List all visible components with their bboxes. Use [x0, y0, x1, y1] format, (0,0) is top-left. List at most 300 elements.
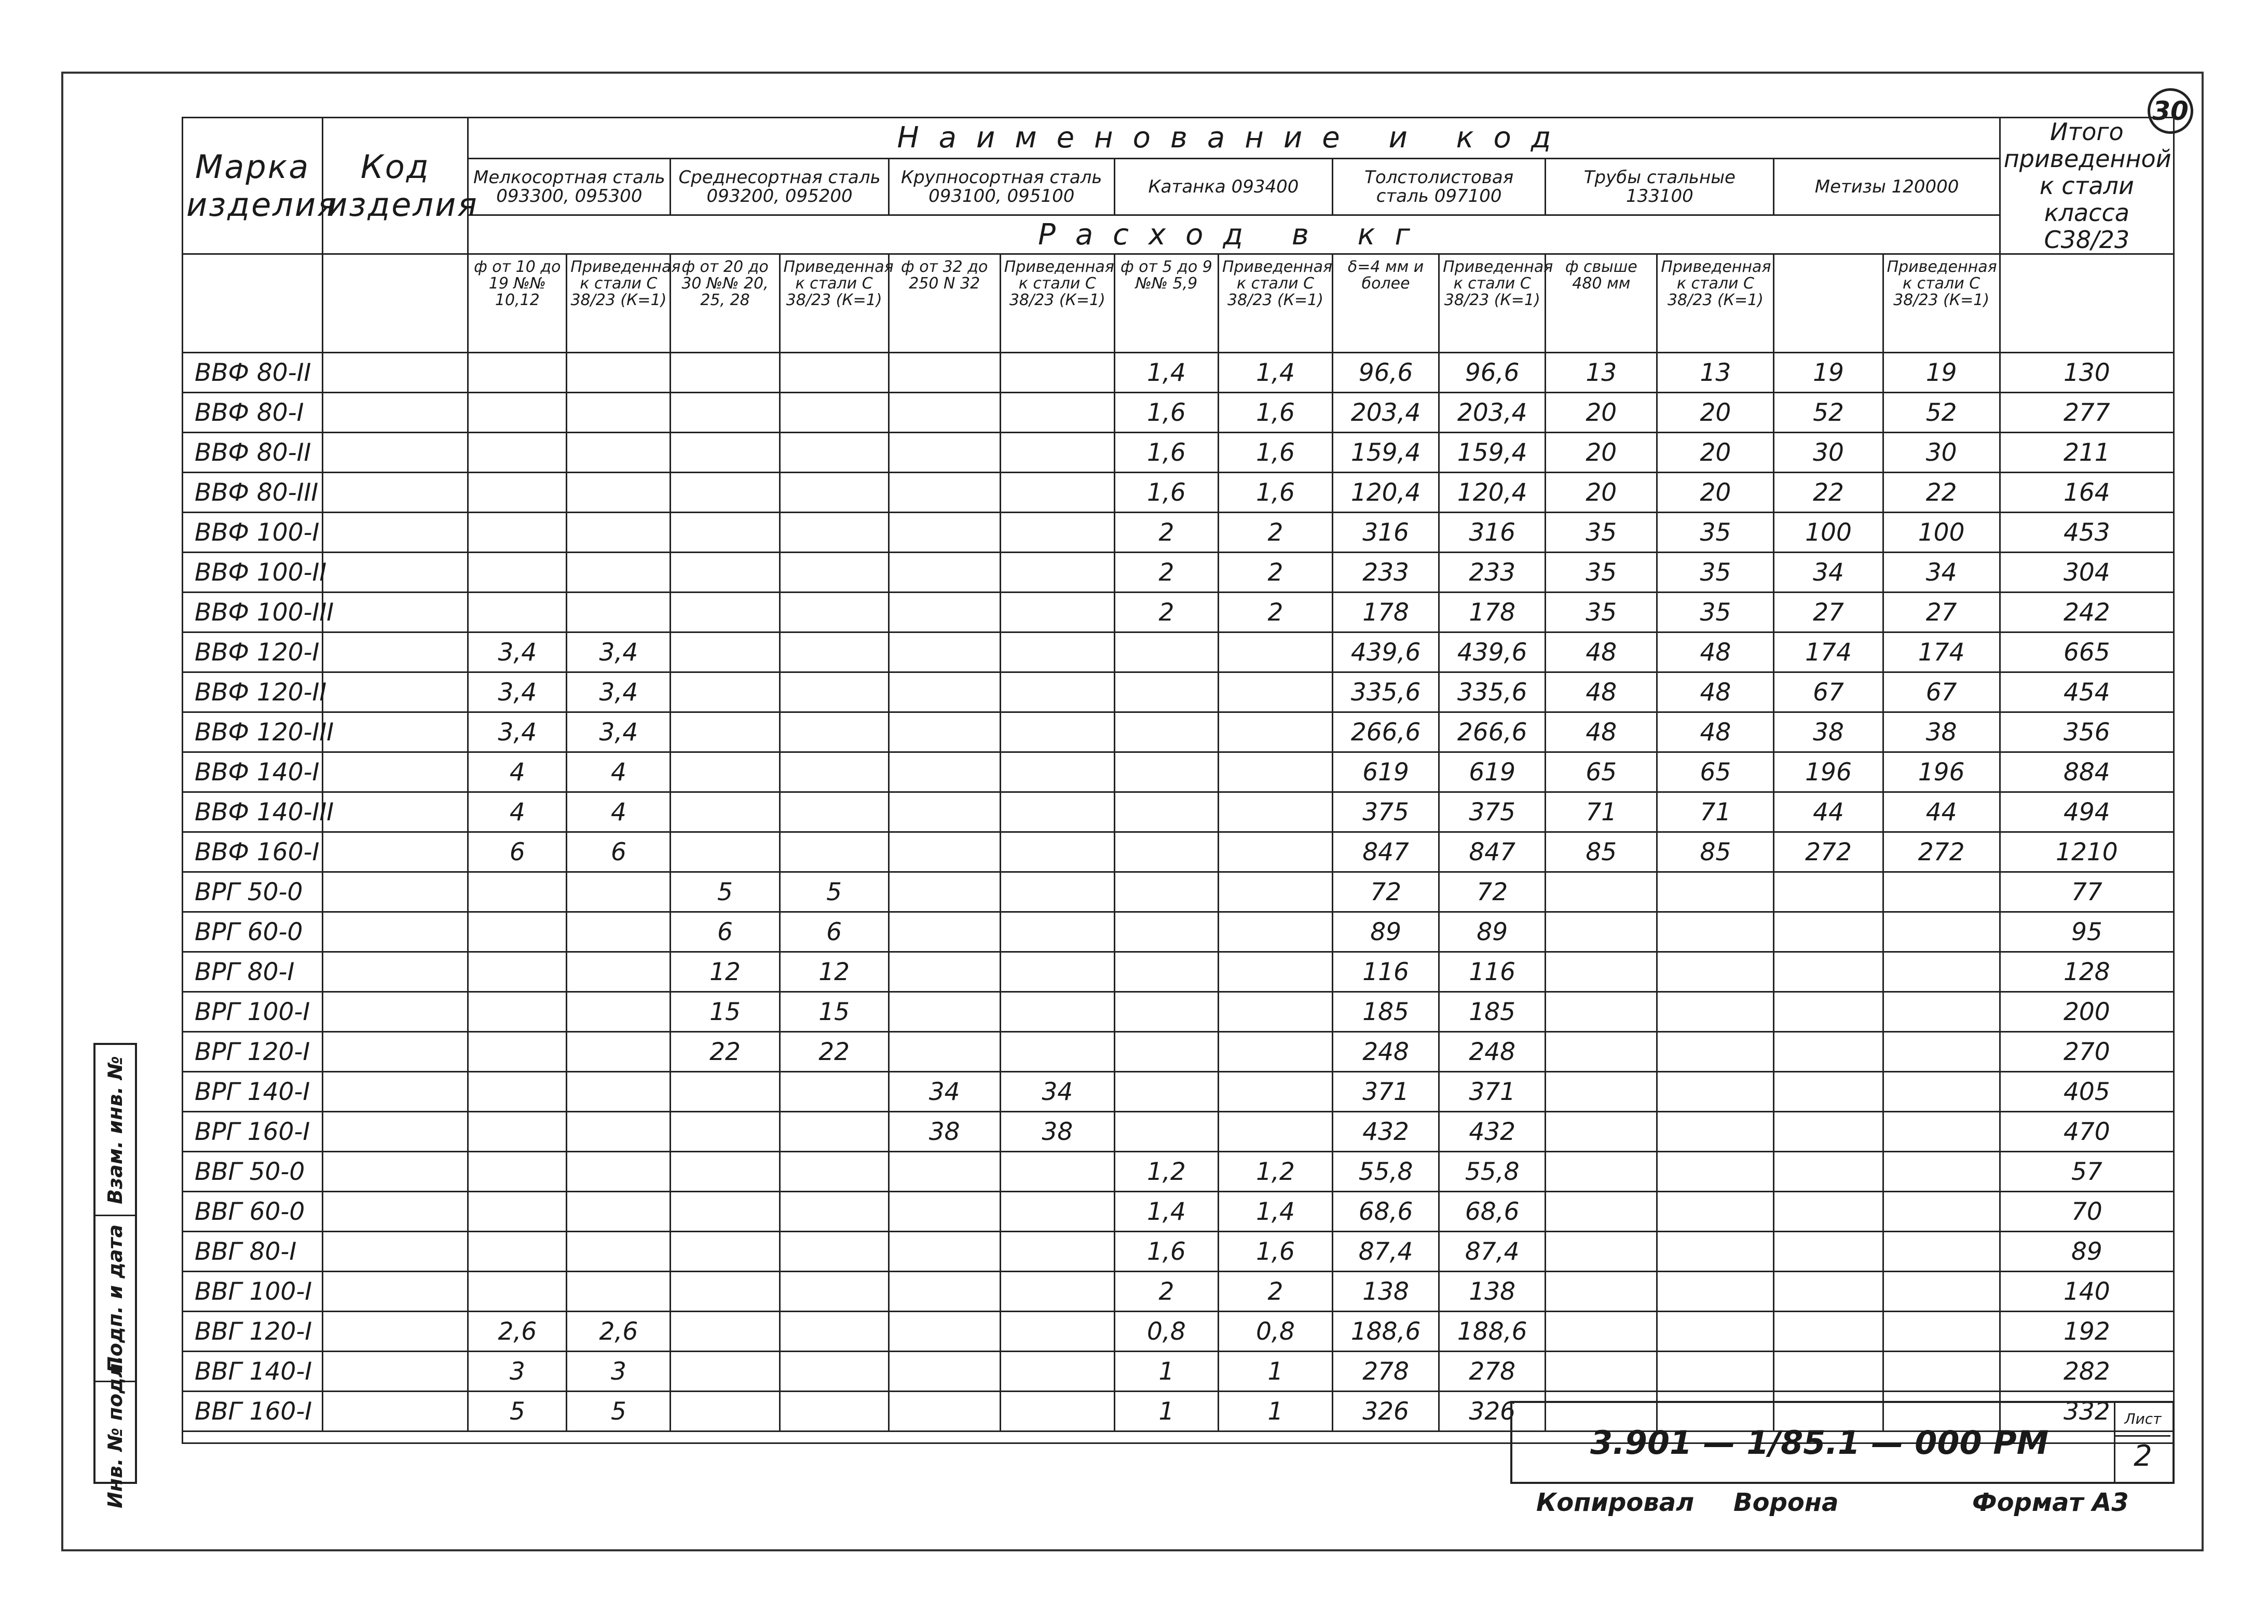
value-cell: 185 — [1333, 992, 1439, 1032]
format-label: Формат А3 — [1972, 1488, 2129, 1517]
group-header: Крупносортная сталь 093100, 095100 — [889, 158, 1114, 215]
value-cell: 2 — [1114, 553, 1218, 593]
value-cell: 12 — [780, 952, 889, 992]
value-cell: 2,6 — [567, 1312, 671, 1352]
value-cell: 1,4 — [1114, 1192, 1218, 1232]
table-row — [183, 433, 2174, 473]
value-cell: 100 — [1883, 513, 2000, 553]
value-cell — [1774, 1312, 1883, 1352]
value-cell — [780, 1072, 889, 1112]
value-cell — [780, 473, 889, 513]
table-row — [183, 1032, 2174, 1072]
value-cell — [468, 513, 567, 553]
value-cell — [671, 1272, 780, 1312]
value-cell — [1218, 672, 1332, 712]
value-cell — [671, 513, 780, 553]
value-cell: 326 — [1333, 1392, 1439, 1432]
value-cell — [671, 712, 780, 752]
value-cell: 65 — [1657, 752, 1774, 792]
value-cell: 266,6 — [1439, 712, 1546, 752]
value-cell — [889, 1352, 1000, 1392]
value-cell — [780, 393, 889, 433]
value-cell: 48 — [1657, 672, 1774, 712]
value-cell — [1000, 832, 1114, 872]
value-cell: 5 — [671, 872, 780, 912]
value-cell: 35 — [1546, 513, 1657, 553]
value-cell — [1657, 1112, 1774, 1152]
sub-header: ф от 5 до 9 №№ 5,9 — [1114, 254, 1218, 353]
value-cell: 34 — [889, 1072, 1000, 1112]
table-row — [183, 473, 2174, 513]
value-cell — [671, 752, 780, 792]
value-cell: 89 — [1439, 912, 1546, 952]
value-cell — [1883, 1272, 2000, 1312]
value-cell: 1 — [1218, 1352, 1332, 1392]
total-cell: 164 — [2000, 473, 2174, 513]
value-cell: 185 — [1439, 992, 1546, 1032]
value-cell: 3 — [468, 1352, 567, 1392]
mark-subheader-blank — [183, 254, 323, 353]
value-cell: 1,2 — [1218, 1152, 1332, 1192]
value-cell: 12 — [671, 952, 780, 992]
value-cell: 159,4 — [1439, 433, 1546, 473]
value-cell — [468, 553, 567, 593]
value-cell — [1774, 1032, 1883, 1072]
value-cell — [1546, 1152, 1657, 1192]
value-cell: 67 — [1883, 672, 2000, 712]
mark-cell: ВРГ 50-0 — [183, 872, 323, 912]
value-cell — [1000, 1032, 1114, 1072]
value-cell — [1218, 1072, 1332, 1112]
value-cell — [889, 553, 1000, 593]
value-cell: 2 — [1218, 1272, 1332, 1312]
code-cell — [323, 1312, 468, 1352]
total-cell: 192 — [2000, 1312, 2174, 1352]
value-cell: 120,4 — [1439, 473, 1546, 513]
value-cell — [1546, 872, 1657, 912]
table-row — [183, 513, 2174, 553]
value-cell: 4 — [567, 752, 671, 792]
value-cell — [1000, 1192, 1114, 1232]
value-cell: 52 — [1883, 393, 2000, 433]
table-row — [183, 672, 2174, 712]
value-cell: 35 — [1657, 593, 1774, 632]
value-cell: 55,8 — [1333, 1152, 1439, 1192]
total-cell: 494 — [2000, 792, 2174, 832]
table-row — [183, 712, 2174, 752]
value-cell: 0,8 — [1114, 1312, 1218, 1352]
value-cell — [1657, 1232, 1774, 1272]
value-cell — [1000, 872, 1114, 912]
table-row — [183, 912, 2174, 952]
value-cell — [468, 433, 567, 473]
value-cell: 15 — [671, 992, 780, 1032]
value-cell — [1657, 1192, 1774, 1232]
value-cell: 2,6 — [468, 1312, 567, 1352]
value-cell: 20 — [1657, 433, 1774, 473]
value-cell: 72 — [1439, 872, 1546, 912]
value-cell — [1218, 912, 1332, 952]
value-cell — [567, 593, 671, 632]
value-cell — [1114, 792, 1218, 832]
value-cell — [567, 1152, 671, 1192]
value-cell: 13 — [1657, 353, 1774, 393]
mark-cell: ВРГ 120-I — [183, 1032, 323, 1072]
table-row — [183, 792, 2174, 832]
sub-header: ф от 10 до 19 №№ 10,12 — [468, 254, 567, 353]
code-cell — [323, 473, 468, 513]
value-cell: 178 — [1439, 593, 1546, 632]
value-cell — [1883, 1112, 2000, 1152]
group-header: Катанка 093400 — [1114, 158, 1332, 215]
value-cell — [1000, 553, 1114, 593]
value-cell — [889, 1232, 1000, 1272]
table-row — [183, 1352, 2174, 1392]
value-cell: 71 — [1657, 792, 1774, 832]
value-cell — [780, 1352, 889, 1392]
value-cell — [671, 1112, 780, 1152]
value-cell — [1218, 712, 1332, 752]
code-cell — [323, 752, 468, 792]
value-cell — [468, 593, 567, 632]
value-cell: 174 — [1883, 632, 2000, 672]
value-cell: 4 — [468, 752, 567, 792]
total-cell: 95 — [2000, 912, 2174, 952]
value-cell: 44 — [1774, 792, 1883, 832]
value-cell: 1,6 — [1114, 1232, 1218, 1272]
value-cell: 116 — [1333, 952, 1439, 992]
code-cell — [323, 872, 468, 912]
value-cell: 65 — [1546, 752, 1657, 792]
value-cell — [1114, 992, 1218, 1032]
value-cell: 85 — [1546, 832, 1657, 872]
value-cell: 27 — [1774, 593, 1883, 632]
sub-header: Приведенная к стали С 38/23 (К=1) — [1657, 254, 1774, 353]
value-cell: 335,6 — [1439, 672, 1546, 712]
code-cell — [323, 513, 468, 553]
code-cell — [323, 393, 468, 433]
value-cell: 68,6 — [1333, 1192, 1439, 1232]
sidebar-cell — [95, 1045, 135, 1216]
value-cell: 22 — [1883, 473, 2000, 513]
value-cell: 34 — [1000, 1072, 1114, 1112]
value-cell: 316 — [1439, 513, 1546, 553]
value-cell — [889, 1312, 1000, 1352]
value-cell — [1657, 1272, 1774, 1312]
value-cell: 5 — [468, 1392, 567, 1432]
value-cell — [780, 632, 889, 672]
value-cell — [1546, 1272, 1657, 1312]
table-row — [183, 1232, 2174, 1272]
value-cell: 20 — [1546, 433, 1657, 473]
value-cell — [1114, 952, 1218, 992]
value-cell: 2 — [1218, 553, 1332, 593]
value-cell — [671, 1392, 780, 1432]
mark-cell: ВВФ 80-II — [183, 353, 323, 393]
code-subheader-blank — [323, 254, 468, 353]
value-cell — [1883, 912, 2000, 952]
value-cell: 439,6 — [1439, 632, 1546, 672]
value-cell: 5 — [780, 872, 889, 912]
value-cell — [671, 832, 780, 872]
value-cell — [889, 672, 1000, 712]
sub-header: Приведенная к стали С 38/23 (К=1) — [1439, 254, 1546, 353]
value-cell — [671, 1232, 780, 1272]
value-cell: 2 — [1114, 1272, 1218, 1312]
value-cell: 3,4 — [567, 672, 671, 712]
value-cell: 619 — [1333, 752, 1439, 792]
value-cell: 71 — [1546, 792, 1657, 832]
value-cell — [567, 393, 671, 433]
code-cell — [323, 1232, 468, 1272]
value-cell — [1774, 1352, 1883, 1392]
value-cell — [671, 353, 780, 393]
value-cell — [889, 872, 1000, 912]
value-cell: 38 — [1774, 712, 1883, 752]
value-cell — [468, 952, 567, 992]
value-cell — [1114, 752, 1218, 792]
value-cell: 72 — [1333, 872, 1439, 912]
sub-header — [1774, 254, 1883, 353]
value-cell — [567, 1032, 671, 1072]
value-cell: 120,4 — [1333, 473, 1439, 513]
value-cell — [671, 1312, 780, 1352]
value-cell — [1000, 1392, 1114, 1432]
value-cell — [780, 353, 889, 393]
total-subheader-blank — [2000, 254, 2174, 353]
value-cell — [1883, 1192, 2000, 1232]
value-cell: 3,4 — [468, 632, 567, 672]
total-cell: 277 — [2000, 393, 2174, 433]
value-cell — [889, 1152, 1000, 1192]
mark-cell: ВРГ 80-I — [183, 952, 323, 992]
value-cell: 35 — [1546, 553, 1657, 593]
group-header: Метизы 120000 — [1774, 158, 2000, 215]
value-cell — [889, 792, 1000, 832]
value-cell: 3,4 — [468, 712, 567, 752]
value-cell: 316 — [1333, 513, 1439, 553]
value-cell: 432 — [1333, 1112, 1439, 1152]
code-cell — [323, 1152, 468, 1192]
table-row — [183, 393, 2174, 433]
value-cell: 100 — [1774, 513, 1883, 553]
total-cell: 200 — [2000, 992, 2174, 1032]
total-cell: 130 — [2000, 353, 2174, 393]
table-row — [183, 1272, 2174, 1312]
total-cell: 304 — [2000, 553, 2174, 593]
value-cell — [1000, 912, 1114, 952]
value-cell: 375 — [1439, 792, 1546, 832]
value-cell: 22 — [1774, 473, 1883, 513]
value-cell — [1114, 1032, 1218, 1072]
value-cell — [567, 1272, 671, 1312]
value-cell — [567, 433, 671, 473]
total-column-header: Итого приведенной к стали класса С38/23 — [2000, 118, 2174, 254]
total-cell: 405 — [2000, 1072, 2174, 1112]
value-cell — [889, 912, 1000, 952]
total-cell: 89 — [2000, 1232, 2174, 1272]
value-cell: 1,6 — [1114, 473, 1218, 513]
sub-header: Приведенная к стали С 38/23 (К=1) — [780, 254, 889, 353]
code-cell — [323, 433, 468, 473]
value-cell — [567, 553, 671, 593]
value-cell: 248 — [1439, 1032, 1546, 1072]
value-cell — [671, 672, 780, 712]
sidebar-label: Подп. и дата — [104, 1224, 127, 1373]
table-row — [183, 872, 2174, 912]
total-cell: 332 — [2000, 1392, 2174, 1432]
value-cell — [468, 1272, 567, 1312]
value-cell — [1114, 632, 1218, 672]
value-cell: 266,6 — [1333, 712, 1439, 752]
value-cell — [780, 1232, 889, 1272]
value-cell — [889, 353, 1000, 393]
value-cell: 1,6 — [1114, 433, 1218, 473]
code-cell — [323, 952, 468, 992]
value-cell: 87,4 — [1439, 1232, 1546, 1272]
value-cell: 1 — [1218, 1392, 1332, 1432]
code-cell — [323, 672, 468, 712]
value-cell: 19 — [1883, 353, 2000, 393]
sheet-value: 2 — [2134, 1439, 2152, 1473]
value-cell — [1657, 1352, 1774, 1392]
value-cell — [889, 712, 1000, 752]
group-header: Среднесортная сталь 093200, 095200 — [671, 158, 889, 215]
table-row — [183, 1192, 2174, 1232]
value-cell — [889, 632, 1000, 672]
value-cell — [1883, 952, 2000, 992]
mark-cell: ВВФ 140-I — [183, 752, 323, 792]
total-cell: 1210 — [2000, 832, 2174, 872]
value-cell: 48 — [1546, 712, 1657, 752]
value-cell — [671, 473, 780, 513]
sheet-box — [2114, 1403, 2173, 1482]
value-cell — [780, 593, 889, 632]
value-cell — [1114, 912, 1218, 952]
value-cell: 48 — [1657, 632, 1774, 672]
value-cell: 15 — [780, 992, 889, 1032]
value-cell — [780, 1112, 889, 1152]
value-cell — [1000, 593, 1114, 632]
value-cell: 847 — [1439, 832, 1546, 872]
sub-header: Приведенная к стали С 38/23 (К=1) — [1000, 254, 1114, 353]
value-cell: 96,6 — [1333, 353, 1439, 393]
consumption-header: Расход в кг — [468, 215, 2000, 254]
value-cell — [468, 353, 567, 393]
total-cell: 356 — [2000, 712, 2174, 752]
value-cell — [1546, 952, 1657, 992]
group-header: Толстолистовая сталь 097100 — [1333, 158, 1546, 215]
value-cell — [889, 1392, 1000, 1432]
value-cell — [567, 1112, 671, 1152]
value-cell: 4 — [567, 792, 671, 832]
table-body — [183, 353, 2174, 1443]
value-cell — [780, 1312, 889, 1352]
copier-name: Ворона — [1733, 1488, 1839, 1517]
value-cell — [1657, 1312, 1774, 1352]
code-cell — [323, 1392, 468, 1432]
sub-header: ф свыше 480 мм — [1546, 254, 1657, 353]
value-cell: 1,6 — [1218, 1232, 1332, 1272]
code-cell — [323, 353, 468, 393]
value-cell — [1000, 433, 1114, 473]
value-cell — [567, 1072, 671, 1112]
name-and-code-header: Наименование и код — [468, 118, 2000, 159]
value-cell — [1000, 632, 1114, 672]
value-cell — [780, 672, 889, 712]
value-cell — [1218, 1032, 1332, 1072]
code-cell — [323, 1352, 468, 1392]
value-cell: 371 — [1439, 1072, 1546, 1112]
value-cell — [567, 872, 671, 912]
total-cell: 128 — [2000, 952, 2174, 992]
value-cell — [1218, 872, 1332, 912]
total-cell: 884 — [2000, 752, 2174, 792]
value-cell: 96,6 — [1439, 353, 1546, 393]
table-row — [183, 752, 2174, 792]
value-cell — [1774, 1152, 1883, 1192]
value-cell: 248 — [1333, 1032, 1439, 1072]
value-cell — [1000, 1232, 1114, 1272]
mark-column-header: Марка изделия — [183, 118, 323, 254]
total-cell: 453 — [2000, 513, 2174, 553]
value-cell: 1,6 — [1218, 393, 1332, 433]
value-cell: 27 — [1883, 593, 2000, 632]
value-cell — [671, 553, 780, 593]
value-cell: 1,6 — [1114, 393, 1218, 433]
value-cell: 30 — [1774, 433, 1883, 473]
value-cell: 1,2 — [1114, 1152, 1218, 1192]
value-cell — [1000, 513, 1114, 553]
table-row — [183, 952, 2174, 992]
value-cell: 38 — [1883, 712, 2000, 752]
value-cell: 6 — [468, 832, 567, 872]
mark-cell: ВРГ 60-0 — [183, 912, 323, 952]
total-cell: 242 — [2000, 593, 2174, 632]
value-cell — [671, 1072, 780, 1112]
sub-header: Приведенная к стали С 38/23 (К=1) — [1218, 254, 1332, 353]
value-cell: 34 — [1774, 553, 1883, 593]
total-cell: 270 — [2000, 1032, 2174, 1072]
value-cell: 87,4 — [1333, 1232, 1439, 1272]
code-cell — [323, 1112, 468, 1152]
value-cell — [567, 912, 671, 952]
value-cell: 48 — [1657, 712, 1774, 752]
value-cell — [1657, 952, 1774, 992]
value-cell: 188,6 — [1333, 1312, 1439, 1352]
value-cell — [1000, 672, 1114, 712]
value-cell — [1883, 992, 2000, 1032]
value-cell: 3,4 — [468, 672, 567, 712]
value-cell — [1883, 1312, 2000, 1352]
value-cell: 233 — [1333, 553, 1439, 593]
value-cell: 326 — [1439, 1392, 1546, 1432]
value-cell: 174 — [1774, 632, 1883, 672]
code-cell — [323, 712, 468, 752]
mark-cell: ВВГ 60-0 — [183, 1192, 323, 1232]
group-header: Трубы стальные 133100 — [1546, 158, 1774, 215]
value-cell — [1657, 1032, 1774, 1072]
total-cell: 211 — [2000, 433, 2174, 473]
mark-cell: ВВФ 140-III — [183, 792, 323, 832]
value-cell — [1883, 1352, 2000, 1392]
mark-cell: ВВФ 160-I — [183, 832, 323, 872]
value-cell — [1114, 1112, 1218, 1152]
value-cell — [1657, 872, 1774, 912]
value-cell: 2 — [1114, 593, 1218, 632]
value-cell: 188,6 — [1439, 1312, 1546, 1352]
value-cell: 159,4 — [1333, 433, 1439, 473]
